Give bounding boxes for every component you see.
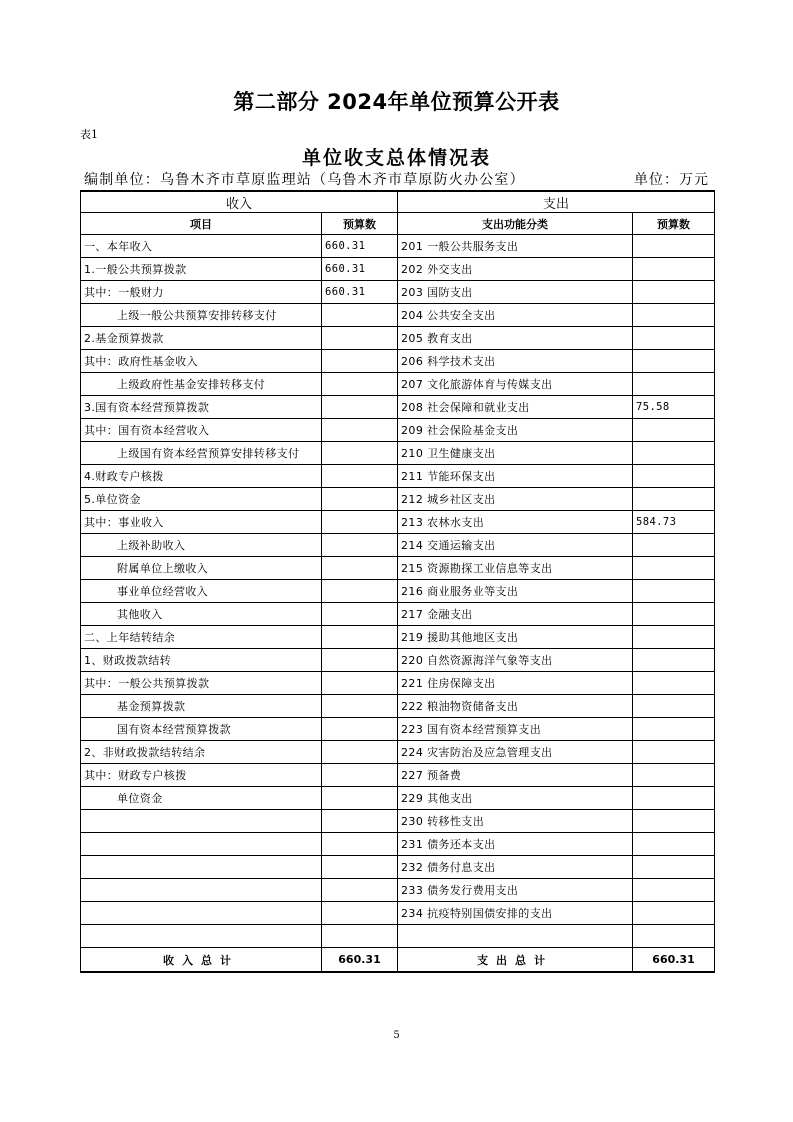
- income-budget-cell: [322, 557, 398, 580]
- expense-function-cell: 233 债务发行费用支出: [398, 879, 633, 902]
- table-row: [81, 373, 715, 396]
- table-row: [81, 350, 715, 373]
- expense-function-cell: 203 国防支出: [398, 281, 633, 304]
- income-budget-cell: [322, 304, 398, 327]
- income-item-cell: 单位资金: [81, 787, 322, 810]
- income-budget-cell: [322, 902, 398, 925]
- income-item-cell: 其中：国有资本经营收入: [81, 419, 322, 442]
- expense-function-cell: 217 金融支出: [398, 603, 633, 626]
- income-total-label: 收入总计: [81, 948, 322, 973]
- income-item-cell: 5.单位资金: [81, 488, 322, 511]
- income-budget-cell: [322, 327, 398, 350]
- table-row: [81, 741, 715, 764]
- expense-budget-cell: [633, 695, 715, 718]
- expense-budget-cell: [633, 580, 715, 603]
- income-budget-cell: [322, 718, 398, 741]
- expense-section-header: 支出: [398, 191, 715, 213]
- income-budget-cell: [322, 488, 398, 511]
- table-row: [81, 511, 715, 534]
- income-budget-cell: [322, 626, 398, 649]
- expense-function-cell: 207 文化旅游体育与传媒支出: [398, 373, 633, 396]
- page-number: 5: [393, 1030, 400, 1041]
- expense-function-cell: 205 教育支出: [398, 327, 633, 350]
- income-budget-cell: 660.31: [322, 258, 398, 281]
- table-row: [81, 695, 715, 718]
- income-item-cell: 上级政府性基金安排转移支付: [81, 373, 322, 396]
- income-item-cell: 2.基金预算拨款: [81, 327, 322, 350]
- table-row: [81, 442, 715, 465]
- income-item-cell: 上级补助收入: [81, 534, 322, 557]
- income-budget-cell: [322, 603, 398, 626]
- income-item-cell: 其中：财政专户核拨: [81, 764, 322, 787]
- expense-function-cell: 231 债务还本支出: [398, 833, 633, 856]
- table-row: [81, 557, 715, 580]
- expense-function-cell: 214 交通运输支出: [398, 534, 633, 557]
- expense-budget-cell: [633, 304, 715, 327]
- income-item-cell: 上级一般公共预算安排转移支付: [81, 304, 322, 327]
- table-row: [81, 327, 715, 350]
- income-budget-cell: [322, 419, 398, 442]
- income-budget-cell: [322, 373, 398, 396]
- expense-budget-cell: [633, 626, 715, 649]
- table-row: [81, 465, 715, 488]
- expense-budget-cell: 584.73: [633, 511, 715, 534]
- expense-function-cell: 223 国有资本经营预算支出: [398, 718, 633, 741]
- income-budget-cell: [322, 534, 398, 557]
- income-budget-cell: [322, 396, 398, 419]
- table-row: [81, 258, 715, 281]
- expense-function-cell: 201 一般公共服务支出: [398, 235, 633, 258]
- expense-function-cell: 209 社会保险基金支出: [398, 419, 633, 442]
- income-budget-cell: [322, 649, 398, 672]
- income-item-cell: [81, 856, 322, 879]
- expense-function-cell: 229 其他支出: [398, 787, 633, 810]
- column-header-row: [81, 213, 715, 235]
- document-title: 第二部分 2024年单位预算公开表: [233, 90, 560, 114]
- table-row: [81, 235, 715, 258]
- table-row: [81, 419, 715, 442]
- income-budget-cell: 660.31: [322, 281, 398, 304]
- expense-function-cell: [398, 925, 633, 948]
- table-row: [81, 304, 715, 327]
- income-item-cell: 4.财政专户核拨: [81, 465, 322, 488]
- table-row: [81, 396, 715, 419]
- income-budget-cell: [322, 580, 398, 603]
- income-item-cell: 1、财政拨款结转: [81, 649, 322, 672]
- income-budget-cell: [322, 741, 398, 764]
- income-budget-cell: [322, 695, 398, 718]
- unit-label: 单位：万元: [634, 172, 709, 188]
- expense-function-cell: 227 预备费: [398, 764, 633, 787]
- expense-budget-cell: [633, 327, 715, 350]
- income-budget-cell: [322, 764, 398, 787]
- table-row: [81, 764, 715, 787]
- income-budget-cell: [322, 787, 398, 810]
- income-item-cell: 二、上年结转结余: [81, 626, 322, 649]
- income-item-cell: 1.一般公共预算拨款: [81, 258, 322, 281]
- expense-function-cell: 208 社会保障和就业支出: [398, 396, 633, 419]
- expense-budget-cell: [633, 488, 715, 511]
- expense-function-cell: 224 灾害防治及应急管理支出: [398, 741, 633, 764]
- table-row: [81, 649, 715, 672]
- income-item-cell: 3.国有资本经营预算拨款: [81, 396, 322, 419]
- income-item-cell: 事业单位经营收入: [81, 580, 322, 603]
- expense-budget-cell: [633, 419, 715, 442]
- income-budget-cell: [322, 511, 398, 534]
- expense-budget-cell: 75.58: [633, 396, 715, 419]
- table-title: 单位收支总体情况表: [301, 147, 491, 169]
- organization-label: 编制单位：乌鲁木齐市草原监理站（乌鲁木齐市草原防火办公室）: [84, 172, 525, 188]
- expense-function-cell: 232 债务付息支出: [398, 856, 633, 879]
- expense-function-cell: 216 商业服务业等支出: [398, 580, 633, 603]
- income-item-cell: [81, 902, 322, 925]
- table-row: [81, 925, 715, 948]
- income-budget-column-header: 预算数: [322, 213, 398, 235]
- income-item-cell: [81, 833, 322, 856]
- income-item-cell: 其中：一般公共预算拨款: [81, 672, 322, 695]
- income-budget-cell: [322, 672, 398, 695]
- expense-function-cell: 215 资源勘探工业信息等支出: [398, 557, 633, 580]
- expense-budget-column-header: 预算数: [633, 213, 715, 235]
- table-row: [81, 833, 715, 856]
- expense-budget-cell: [633, 879, 715, 902]
- income-item-cell: 上级国有资本经营预算安排转移支付: [81, 442, 322, 465]
- expense-budget-cell: [633, 787, 715, 810]
- expense-budget-cell: [633, 373, 715, 396]
- expense-total-label: 支出总计: [398, 948, 633, 973]
- income-budget-cell: [322, 833, 398, 856]
- table-row: [81, 810, 715, 833]
- expense-budget-cell: [633, 258, 715, 281]
- expense-budget-cell: [633, 557, 715, 580]
- expense-function-cell: 206 科学技术支出: [398, 350, 633, 373]
- expense-budget-cell: [633, 833, 715, 856]
- expense-budget-cell: [633, 281, 715, 304]
- expense-budget-cell: [633, 856, 715, 879]
- section-header-row: [81, 191, 715, 213]
- expense-budget-cell: [633, 925, 715, 948]
- table-row: [81, 718, 715, 741]
- budget-table: [80, 190, 715, 973]
- income-section-header: 收入: [81, 191, 398, 213]
- table-row: [81, 672, 715, 695]
- expense-function-cell: 202 外交支出: [398, 258, 633, 281]
- table-row: [81, 902, 715, 925]
- function-column-header: 支出功能分类: [398, 213, 633, 235]
- expense-budget-cell: [633, 902, 715, 925]
- item-column-header: 项目: [81, 213, 322, 235]
- expense-budget-cell: [633, 810, 715, 833]
- income-item-cell: 国有资本经营预算拨款: [81, 718, 322, 741]
- expense-budget-cell: [633, 718, 715, 741]
- expense-function-cell: 234 抗疫特别国债安排的支出: [398, 902, 633, 925]
- table-row: [81, 580, 715, 603]
- expense-budget-cell: [633, 603, 715, 626]
- income-budget-cell: [322, 442, 398, 465]
- table-row: [81, 626, 715, 649]
- income-item-cell: 一、本年收入: [81, 235, 322, 258]
- expense-function-cell: 204 公共安全支出: [398, 304, 633, 327]
- income-budget-cell: [322, 350, 398, 373]
- table-row: [81, 879, 715, 902]
- expense-total-value: 660.31: [633, 948, 715, 973]
- expense-budget-cell: [633, 235, 715, 258]
- expense-budget-cell: [633, 649, 715, 672]
- income-budget-cell: [322, 879, 398, 902]
- table-row: [81, 534, 715, 557]
- expense-function-cell: 220 自然资源海洋气象等支出: [398, 649, 633, 672]
- income-budget-cell: [322, 810, 398, 833]
- table-row: [81, 856, 715, 879]
- expense-budget-cell: [633, 672, 715, 695]
- expense-function-cell: 230 转移性支出: [398, 810, 633, 833]
- expense-budget-cell: [633, 741, 715, 764]
- expense-function-cell: 222 粮油物资储备支出: [398, 695, 633, 718]
- income-item-cell: 其他收入: [81, 603, 322, 626]
- income-budget-cell: [322, 465, 398, 488]
- expense-budget-cell: [633, 465, 715, 488]
- income-item-cell: 2、非财政拨款结转结余: [81, 741, 322, 764]
- income-budget-cell: [322, 925, 398, 948]
- income-item-cell: [81, 879, 322, 902]
- income-item-cell: [81, 925, 322, 948]
- table-row: [81, 488, 715, 511]
- expense-budget-cell: [633, 764, 715, 787]
- income-item-cell: 附属单位上缴收入: [81, 557, 322, 580]
- income-item-cell: 基金预算拨款: [81, 695, 322, 718]
- expense-function-cell: 219 援助其他地区支出: [398, 626, 633, 649]
- table-number: 表1: [80, 128, 98, 141]
- table-row: [81, 603, 715, 626]
- expense-function-cell: 212 城乡社区支出: [398, 488, 633, 511]
- income-budget-cell: 660.31: [322, 235, 398, 258]
- expense-function-cell: 213 农林水支出: [398, 511, 633, 534]
- income-budget-cell: [322, 856, 398, 879]
- income-item-cell: 其中：一般财力: [81, 281, 322, 304]
- expense-function-cell: 221 住房保障支出: [398, 672, 633, 695]
- expense-budget-cell: [633, 442, 715, 465]
- table-row: [81, 281, 715, 304]
- totals-row: [81, 948, 715, 973]
- expense-function-cell: 210 卫生健康支出: [398, 442, 633, 465]
- expense-budget-cell: [633, 350, 715, 373]
- income-total-value: 660.31: [322, 948, 398, 973]
- income-item-cell: 其中：事业收入: [81, 511, 322, 534]
- expense-budget-cell: [633, 534, 715, 557]
- income-item-cell: [81, 810, 322, 833]
- income-item-cell: 其中：政府性基金收入: [81, 350, 322, 373]
- table-row: [81, 787, 715, 810]
- expense-function-cell: 211 节能环保支出: [398, 465, 633, 488]
